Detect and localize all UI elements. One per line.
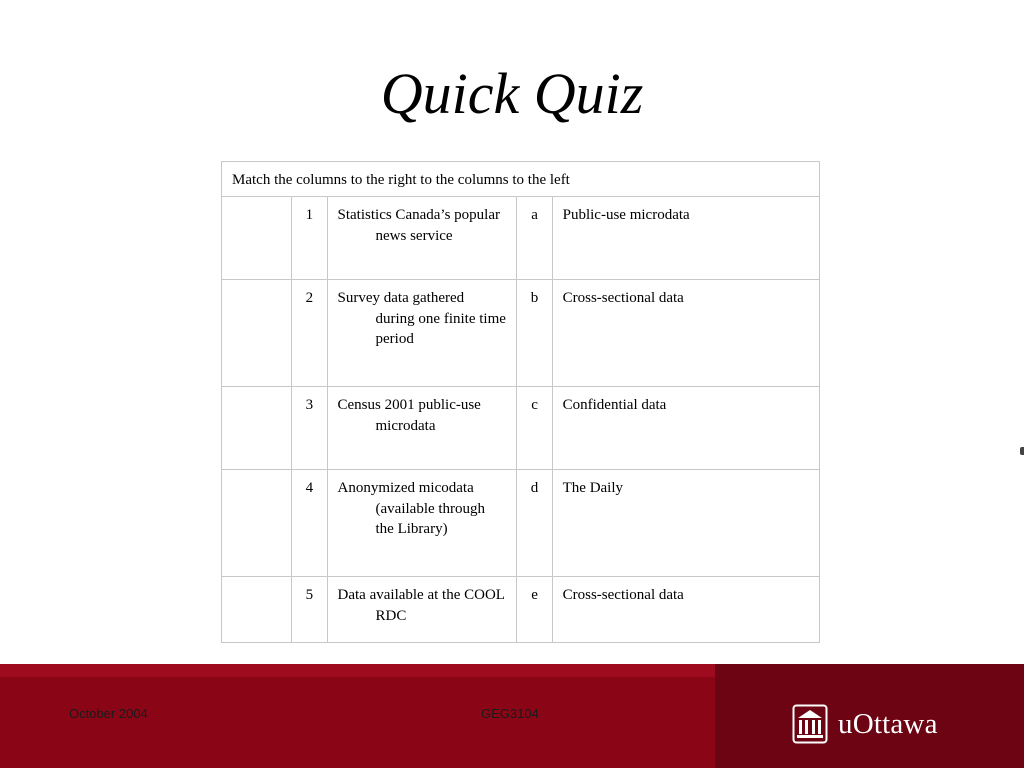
- term-cell: [327, 470, 517, 577]
- table-row: [222, 280, 820, 387]
- match-cell: Confidential data: [552, 387, 819, 470]
- answer-cell[interactable]: [222, 470, 292, 577]
- term-cell: [327, 387, 517, 470]
- row-number: 2: [292, 280, 327, 387]
- match-cell: Cross-sectional data: [552, 577, 819, 643]
- term-text: Data available at the COOL RDC: [337, 587, 505, 624]
- table-row: [222, 470, 820, 577]
- answer-cell[interactable]: [222, 280, 292, 387]
- uottawa-logo[interactable]: [792, 703, 938, 745]
- match-cell: Cross-sectional data: [552, 280, 819, 387]
- row-letter: a: [517, 197, 552, 280]
- row-letter: d: [517, 470, 552, 577]
- row-letter: c: [517, 387, 552, 470]
- table-header-row: [222, 162, 820, 197]
- row-number: 1: [292, 197, 327, 280]
- term-cell: [327, 280, 517, 387]
- row-letter: b: [517, 280, 552, 387]
- match-cell: Public-use microdata: [552, 197, 819, 280]
- term-text: Survey data gathered during one finite time period: [337, 290, 506, 347]
- building-icon: [792, 704, 828, 744]
- row-number: 4: [292, 470, 327, 577]
- term-cell: [327, 197, 517, 280]
- answer-cell[interactable]: [222, 577, 292, 643]
- footer-course-code: GEG3104: [481, 706, 539, 721]
- footer-date: October 2004: [69, 706, 148, 721]
- row-number: 3: [292, 387, 327, 470]
- answer-cell[interactable]: [222, 197, 292, 280]
- match-cell: The Daily: [552, 470, 819, 577]
- term-cell: [327, 577, 517, 643]
- quiz-instruction: Match the columns to the right to the columns to the left: [222, 162, 820, 197]
- table-row: [222, 387, 820, 470]
- table-row: [222, 197, 820, 280]
- quiz-table: [221, 161, 820, 643]
- edge-marker: [1020, 447, 1024, 455]
- slide-title: Quick Quiz: [380, 61, 644, 126]
- answer-cell[interactable]: [222, 387, 292, 470]
- table-row: [222, 577, 820, 643]
- row-number: 5: [292, 577, 327, 643]
- term-text: Statistics Canada’s popular news service: [337, 207, 500, 244]
- logo-text: uOttawa: [838, 707, 938, 740]
- term-text: Anonymized micodata (available through the Library): [337, 480, 486, 537]
- row-letter: e: [517, 577, 552, 643]
- term-text: Census 2001 public-use microdata: [337, 397, 481, 434]
